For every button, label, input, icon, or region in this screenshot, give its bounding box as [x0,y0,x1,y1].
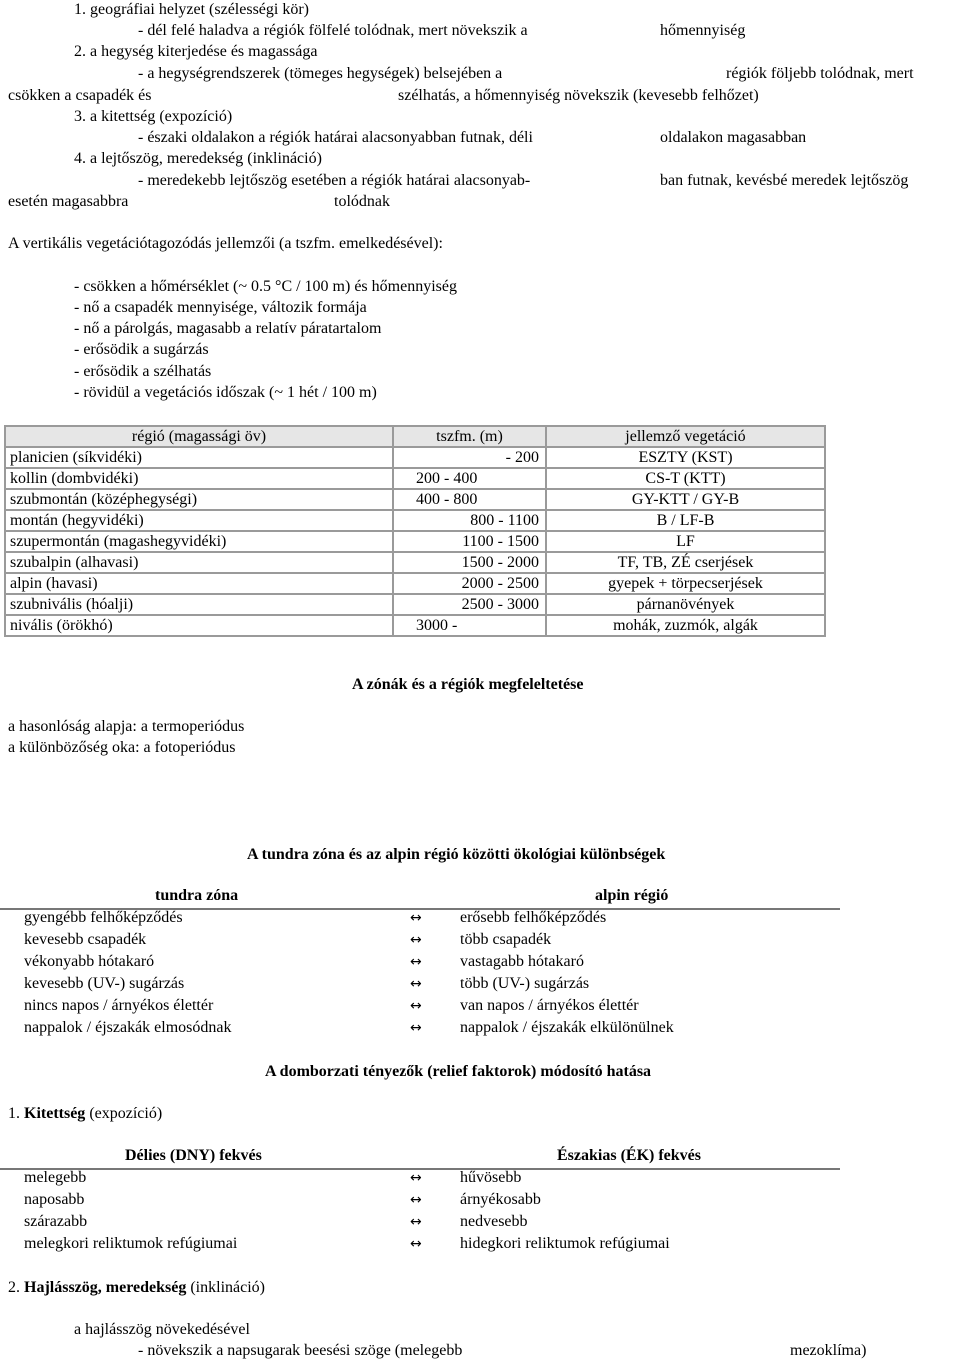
relief-line-2: - növekszik a napsugarak beesési szöge (melegebb [138,1342,463,1359]
tundra-header [0,886,840,910]
double-arrow-icon: ↔ [410,1020,422,1036]
double-arrow-icon: ↔ [410,1170,422,1186]
table-row [5,510,825,531]
cell-altitude: 3000 - [393,615,546,636]
comparison-row [0,1168,840,1190]
double-arrow-icon: ↔ [410,976,422,992]
tundra-right: van napos / árnyékos élettér [460,997,639,1014]
intro-line-10: esetén magasabbra [8,193,129,210]
vertical-item: - rövidül a vegetációs időszak (~ 1 hét / 100 m) [74,384,377,401]
comparison-row [0,1018,840,1040]
tundra-left: kevesebb (UV-) sugárzás [24,975,185,992]
intro-line-7: - északi oldalakon a régiók határai alacsonyabban futnak, déli [138,129,533,146]
cell-altitude: - 200 [393,447,546,468]
comparison-row [0,952,840,974]
tundra-right-header: alpin régió [595,887,669,904]
tundra-right: vastagabb hótakaró [460,953,584,970]
cell-region: szubmontán (középhegységi) [5,489,393,510]
cell-region: szubalpin (alhavasi) [5,552,393,573]
comparison-row [0,1212,840,1234]
header-region: régió (magassági öv) [5,426,393,447]
relief-section-2: 2. Hajlásszög, meredekség (inklináció) [8,1279,265,1296]
relief-left: naposabb [24,1191,85,1208]
intro-line-4b: régiók följebb tolódnak, mert [726,65,914,82]
comparison-row [0,996,840,1018]
cell-vegetation: gyepek + törpecserjések [546,573,825,594]
cell-altitude: 2500 - 3000 [393,594,546,615]
cell-region: szupermontán (magashegyvidéki) [5,531,393,552]
comparison-row [0,974,840,996]
intro-line-5: csökken a csapadék és [8,87,152,104]
tundra-left: gyengébb felhőképződés [24,909,183,926]
tundra-left: nincs napos / árnyékos élettér [24,997,214,1014]
cell-region: montán (hegyvidéki) [5,510,393,531]
relief-line-2b: mezoklíma) [790,1342,867,1359]
table-row [5,615,825,636]
cell-altitude: 1500 - 2000 [393,552,546,573]
intro-line-9b: ban futnak, kevésbé meredek lejtőszög [660,172,909,189]
cell-vegetation: mohák, zuzmók, algák [546,615,825,636]
comparison-row [0,930,840,952]
relief-title: A domborzati tényezők (relief faktorok) módosító hatása [265,1063,652,1080]
relief-right: hűvösebb [460,1169,522,1186]
cell-vegetation: B / LF-B [546,510,825,531]
intro-line-10b: tolódnak [334,193,390,210]
cell-altitude: 1100 - 1500 [393,531,546,552]
cell-altitude: 800 - 1100 [393,510,546,531]
table-row [5,468,825,489]
header-altitude: tszfm. (m) [393,426,546,447]
intro-line-3: 2. a hegység kiterjedése és magassága [74,43,318,60]
tundra-right: több (UV-) sugárzás [460,975,590,992]
comparison-row [0,1234,840,1256]
cell-altitude: 400 - 800 [393,489,546,510]
intro-line-8: 4. a lejtőszög, meredekség (inklináció) [74,150,322,167]
relief-section-1: 1. Kitettség (expozíció) [8,1105,163,1122]
header-vegetation: jellemző vegetáció [546,426,825,447]
intro-line-2b: hőmennyiség [660,22,746,39]
vertical-item: - nő a csapadék mennyisége, változik formája [74,299,367,316]
tundra-left: nappalok / éjszakák elmosódnak [24,1019,232,1036]
vertical-item: - erősödik a sugárzás [74,341,209,358]
table-row [5,531,825,552]
double-arrow-icon: ↔ [410,1236,422,1252]
tundra-left: vékonyabb hótakaró [24,953,155,970]
relief-right: árnyékosabb [460,1191,541,1208]
cell-vegetation: CS-T (KTT) [546,468,825,489]
cell-region: kollin (dombvidéki) [5,468,393,489]
cell-altitude: 200 - 400 [393,468,546,489]
intro-line-6: 3. a kitettség (expozíció) [74,108,233,125]
table-header-row [5,426,825,447]
comparison-row [0,908,840,930]
double-arrow-icon: ↔ [410,954,422,970]
cell-vegetation: LF [546,531,825,552]
vertical-item: - erősödik a szélhatás [74,363,212,380]
double-arrow-icon: ↔ [410,932,422,948]
region-table [4,425,826,637]
intro-line-4: - a hegységrendszerek (tömeges hegységek) belsejében a [138,65,503,82]
table-row [5,447,825,468]
cell-region: alpin (havasi) [5,573,393,594]
relief-left: melegkori reliktumok refúgiumai [24,1235,238,1252]
relief-line-1: a hajlásszög növekedésével [74,1321,250,1338]
zones-line-2: a különbözőség oka: a fotoperiódus [8,739,236,756]
intro-line-7b: oldalakon magasabban [660,129,807,146]
double-arrow-icon: ↔ [410,910,422,926]
comparison-row [0,1190,840,1212]
tundra-right: erősebb felhőképződés [460,909,607,926]
zones-title: A zónák és a régiók megfeleltetése [352,676,584,693]
table-row [5,489,825,510]
relief-left-header: Délies (DNY) fekvés [125,1147,262,1164]
cell-vegetation: párnanövények [546,594,825,615]
cell-vegetation: TF, TB, ZÉ cserjések [546,552,825,573]
tundra-right: több csapadék [460,931,552,948]
cell-region: planicien (síkvidéki) [5,447,393,468]
intro-line-9: - meredekebb lejtőszög esetében a régiók határai alacsonyab- [138,172,531,189]
relief-right: nedvesebb [460,1213,528,1230]
tundra-right: nappalok / éjszakák elkülönülnek [460,1019,674,1036]
tundra-left-header: tundra zóna [155,887,239,904]
vertical-heading: A vertikális vegetációtagozódás jellemzői (a tszfm. emelkedésével): [8,235,443,252]
cell-altitude: 2000 - 2500 [393,573,546,594]
cell-region: szubnivális (hóalji) [5,594,393,615]
tundra-left: kevesebb csapadék [24,931,147,948]
relief-right: hidegkori reliktumok refúgiumai [460,1235,670,1252]
tundra-title: A tundra zóna és az alpin régió közötti ökológiai különbségek [247,846,666,863]
zones-line-1: a hasonlóság alapja: a termoperiódus [8,718,245,735]
relief-header [0,1146,840,1170]
vertical-item: - nő a párolgás, magasabb a relatív páratartalom [74,320,382,337]
intro-line-1: 1. geográfiai helyzet (szélességi kör) [74,1,310,18]
cell-region: nivális (örökhó) [5,615,393,636]
table-row [5,552,825,573]
cell-vegetation: GY-KTT / GY-B [546,489,825,510]
cell-vegetation: ESZTY (KST) [546,447,825,468]
relief-left: melegebb [24,1169,87,1186]
double-arrow-icon: ↔ [410,1192,422,1208]
double-arrow-icon: ↔ [410,1214,422,1230]
intro-line-2: - dél felé haladva a régiók fölfelé tolódnak, mert növekszik a [138,22,528,39]
intro-line-5b: szélhatás, a hőmennyiség növekszik (kevesebb felhőzet) [398,87,759,104]
table-row [5,573,825,594]
vertical-item: - csökken a hőmérséklet (~ 0.5 °C / 100 m) és hőmennyiség [74,278,457,295]
relief-right-header: Északias (ÉK) fekvés [557,1147,701,1164]
relief-left: szárazabb [24,1213,88,1230]
table-row [5,594,825,615]
double-arrow-icon: ↔ [410,998,422,1014]
